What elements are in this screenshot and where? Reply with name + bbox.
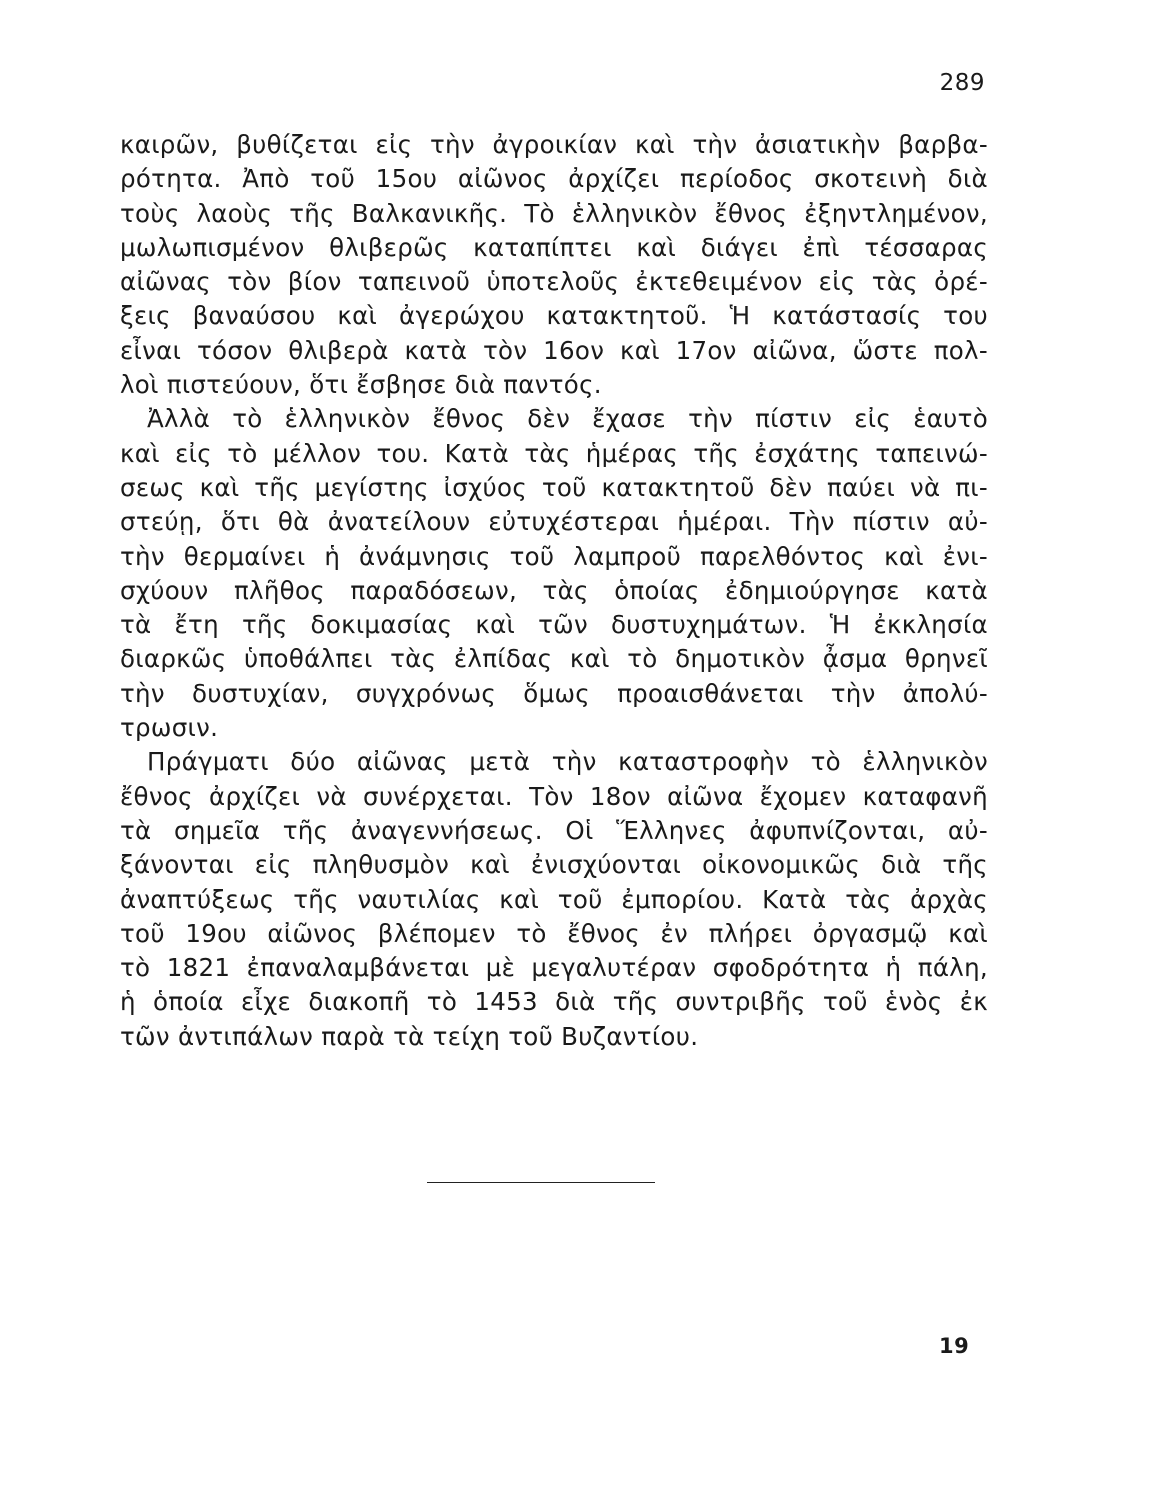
text-line: Πράγματι δύο αἰῶνας μετὰ τὴν καταστροφὴν τὸ ἑλληνικὸν xyxy=(147,747,988,777)
text-line: σεως καὶ τῆς μεγίστης ἰσχύος τοῦ κατακτητοῦ δὲν παύει νὰ πι- xyxy=(120,472,988,502)
paragraph-3 xyxy=(120,745,988,1054)
text-line: ξάνονται εἰς πληθυσμὸν καὶ ἐνισχύονται οἰκονομικῶς διὰ τῆς xyxy=(120,850,988,880)
text-line: ἀναπτύξεως τῆς ναυτιλίας καὶ τοῦ ἐμπορίου. Κατὰ τὰς ἀρχὰς xyxy=(120,884,988,914)
paragraph-2 xyxy=(120,402,988,745)
text-line: διαρκῶς ὑποθάλπει τὰς ἐλπίδας καὶ τὸ δημοτικὸν ᾆσμα θρηνεῖ xyxy=(120,644,988,674)
text-line: ξεις βαναύσου καὶ ἀγερώχου κατακτητοῦ. Ἡ κατάστασίς του xyxy=(120,301,988,331)
text-line: τὰ σημεῖα τῆς ἀναγεννήσεως. Οἱ Ἕλληνες ἀφυπνίζονται, αὐ- xyxy=(120,815,988,845)
text-line: τὰ ἔτη τῆς δοκιμασίας καὶ τῶν δυστυχημάτων. Ἡ ἐκκλησία xyxy=(120,610,988,640)
text-line: καὶ εἰς τὸ μέλλον του. Κατὰ τὰς ἡμέρας τῆς ἐσχάτης ταπεινώ- xyxy=(120,438,988,468)
text-line: τοῦ 19ου αἰῶνος βλέπομεν τὸ ἔθνος ἐν πλήρει ὀργασμῷ καὶ xyxy=(120,918,988,948)
page-number-top: 289 xyxy=(939,70,985,96)
text-line: τὴν θερμαίνει ἡ ἀνάμνησις τοῦ λαμπροῦ παρελθόντος καὶ ἐνι- xyxy=(120,541,988,571)
section-divider xyxy=(427,1182,655,1183)
paragraph-1 xyxy=(120,128,988,402)
text-line: σχύουν πλῆθος παραδόσεων, τὰς ὁποίας ἐδημιούργησε κατὰ xyxy=(120,575,988,605)
text-line: ἡ ὁποία εἶχε διακοπῆ τὸ 1453 διὰ τῆς συντριβῆς τοῦ ἑνὸς ἐκ xyxy=(120,987,988,1017)
text-line: τρωσιν. xyxy=(120,713,219,743)
text-line: ἔθνος ἀρχίζει νὰ συνέρχεται. Τὸν 18ον αἰῶνα ἔχομεν καταφανῆ xyxy=(120,781,988,811)
text-line: τῶν ἀντιπάλων παρὰ τὰ τείχη τοῦ Βυζαντίου. xyxy=(120,1021,699,1051)
text-line: αἰῶνας τὸν βίον ταπεινοῦ ὑποτελοῦς ἐκτεθειμένον εἰς τὰς ὀρέ- xyxy=(120,267,988,297)
page-number-bottom: 19 xyxy=(939,1334,970,1358)
text-line: λοὶ πιστεύουν, ὅτι ἔσβησε διὰ παντός. xyxy=(120,370,602,400)
text-line: ρότητα. Ἀπὸ τοῦ 15ου αἰῶνος ἀρχίζει περίοδος σκοτεινὴ διὰ xyxy=(120,164,988,194)
text-line: στεύῃ, ὅτι θὰ ἀνατείλουν εὐτυχέστεραι ἡμέραι. Τὴν πίστιν αὐ- xyxy=(120,507,988,537)
text-line: τοὺς λαοὺς τῆς Βαλκανικῆς. Τὸ ἑλληνικὸν ἔθνος ἐξηντλημένον, xyxy=(120,198,988,228)
text-line: Ἀλλὰ τὸ ἑλληνικὸν ἔθνος δὲν ἔχασε τὴν πίστιν εἰς ἑαυτὸ xyxy=(147,404,988,434)
text-line: τὸ 1821 ἐπαναλαμβάνεται μὲ μεγαλυτέραν σφοδρότητα ἡ πάλη, xyxy=(120,953,988,983)
body-text xyxy=(120,128,988,1054)
text-line: τὴν δυστυχίαν, συγχρόνως ὅμως προαισθάνεται τὴν ἀπολύ- xyxy=(120,678,988,708)
text-line: καιρῶν, βυθίζεται εἰς τὴν ἀγροικίαν καὶ τὴν ἀσιατικὴν βαρβα- xyxy=(120,130,988,159)
text-line: εἶναι τόσον θλιβερὰ κατὰ τὸν 16ον καὶ 17ον αἰῶνα, ὥστε πολ- xyxy=(120,335,988,365)
text-line: μωλωπισμένον θλιβερῶς καταπίπτει καὶ διάγει ἐπὶ τέσσαρας xyxy=(120,232,988,262)
